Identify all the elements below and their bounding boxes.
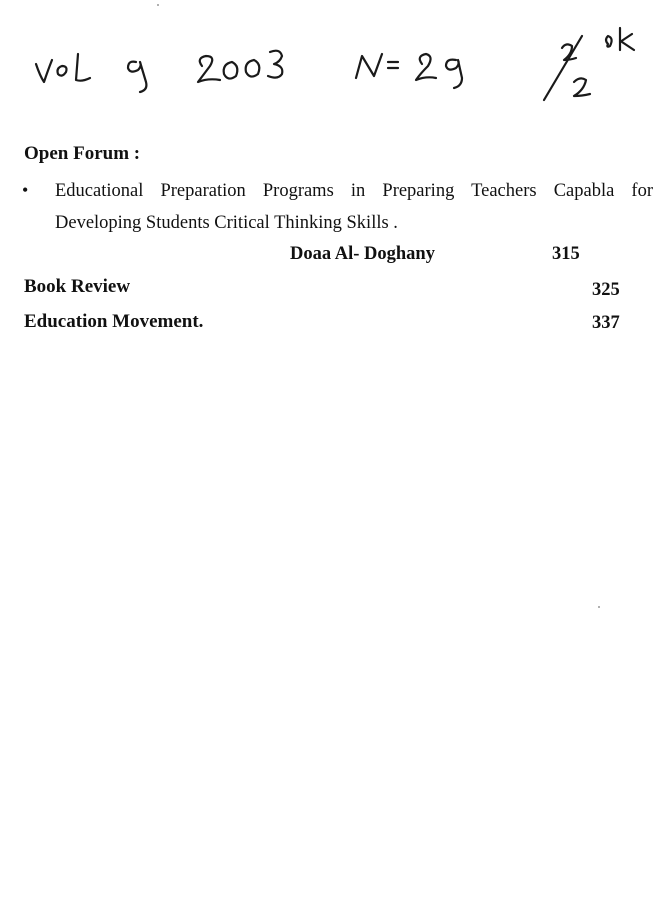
article-author: Doaa Al- Doghany	[290, 244, 435, 264]
handwritten-annotation	[0, 0, 668, 120]
article-title-line-1: Educational Preparation Programs in Preparing Teachers Capabla for	[55, 181, 653, 201]
education-movement-page-number: 337	[592, 313, 620, 333]
scan-speck	[598, 606, 600, 608]
book-review-page-number: 325	[592, 280, 620, 300]
bullet-point: •	[22, 180, 29, 200]
scan-speck	[157, 4, 159, 6]
article-page-number: 315	[552, 244, 580, 264]
article-title	[55, 175, 653, 239]
book-review-heading: Book Review	[24, 276, 131, 297]
education-movement-heading: Education Movement.	[24, 311, 204, 332]
open-forum-heading: Open Forum :	[24, 143, 141, 164]
article-title-line-2: Developing Students Critical Thinking Skills .	[55, 213, 398, 233]
handwritten-volume-issue-note	[0, 0, 668, 120]
